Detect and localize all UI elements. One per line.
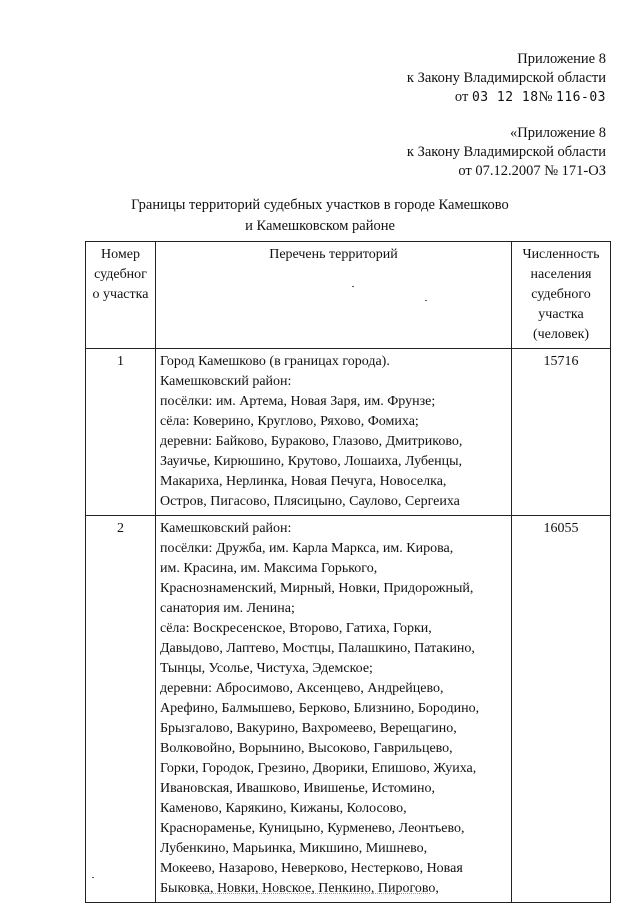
header-territories: Перечень территорий (156, 242, 512, 349)
scan-speck (425, 300, 427, 301)
header-population: Численность населения судебного участка (человек) (512, 242, 611, 349)
district-number: 2 (86, 516, 156, 903)
table-row (86, 349, 611, 516)
date-prefix: от (454, 89, 472, 105)
territory-list: Город Камешково (в границах города). Камешковский район: посёлки: им. Артема, Новая Заря, им. Фрунзе; сёла: Коверино, Круглово, Ряхово, Фомиха; деревни: Байково, Бураково, Глазово, Дмитриково, Зауичье, Кирюшино, Крутово, Лошаиха, Лубенцы, Макариха, Нерлинка, Новая Печуга, Новоселка, Остров, Пигасово, Плясицыно, Саулово, Сергеиха (156, 349, 512, 516)
table-header-row (86, 242, 611, 349)
appendix-date-line (407, 88, 606, 107)
appendix-date-line: от 07.12.2007 № 171-ОЗ (458, 163, 606, 179)
appendix-law-reference: к Закону Владимирской области (406, 144, 606, 160)
scan-speck (92, 877, 94, 878)
title-line-2: и Камешковском районе (245, 218, 395, 234)
district-population: 16055 (512, 516, 611, 903)
district-population: 15716 (512, 349, 611, 516)
title-line-1: Границы территорий судебных участков в городе Камешково (131, 197, 509, 213)
number-sign: № (538, 89, 557, 105)
appendix-title: «Приложение 8 (510, 125, 606, 141)
territory-list: Камешковский район: посёлки: Дружба, им. Карла Маркса, им. Кирова, им. Красина, им. Максима Горького, Краснознаменский, Мирный, Новки, Придорожный, санатория им. Ленина; сёла: Воскресенское, Второво, Гатиха, Горки, Давыдово, Лаптево, Мостцы, Палашкино, Патакино, Тынцы, Усолье, Чистуха, Эдемское; деревни: Абросимово, Аксенцево, Андрейцево, Арефино, Балмышево, Берково, Близнино, Бородино, Брызгалово, Вакурино, Вахромеево, Верещагино, Волковойно, Ворынино, Высоково, Гаврильцево, Горки, Городок, Грезино, Дворики, Епишово, Жуиха, Ивановская, Ивашково, Ивишенье, Истомино, Каменово, Карякино, Кижаны, Колосово, Краснораменье, Куницыно, Курменево, Леонтьево, Лубенкино, Марьинка, Микшино, Мишнево, Мокеево, Назарово, Неверково, Нестерково, Новая Быковка, Новки, Новское, Пенкино, Пирогово, (156, 516, 512, 903)
handwritten-law-number: 116-03 (556, 90, 606, 105)
appendix-law-reference: к Закону Владимирской области (406, 70, 606, 86)
court-districts-table (85, 241, 611, 903)
handwritten-date: 03 12 18 (471, 90, 539, 105)
appendix-header-new-law (407, 50, 606, 107)
appendix-header-original-law (407, 124, 606, 181)
table-row (86, 516, 611, 903)
header-district-number: Номер судебног о участка (86, 242, 156, 349)
document-title (0, 195, 640, 237)
district-number: 1 (86, 349, 156, 516)
scan-artifact-line (200, 893, 430, 895)
scan-speck (352, 286, 354, 287)
appendix-title: Приложение 8 (517, 51, 606, 67)
